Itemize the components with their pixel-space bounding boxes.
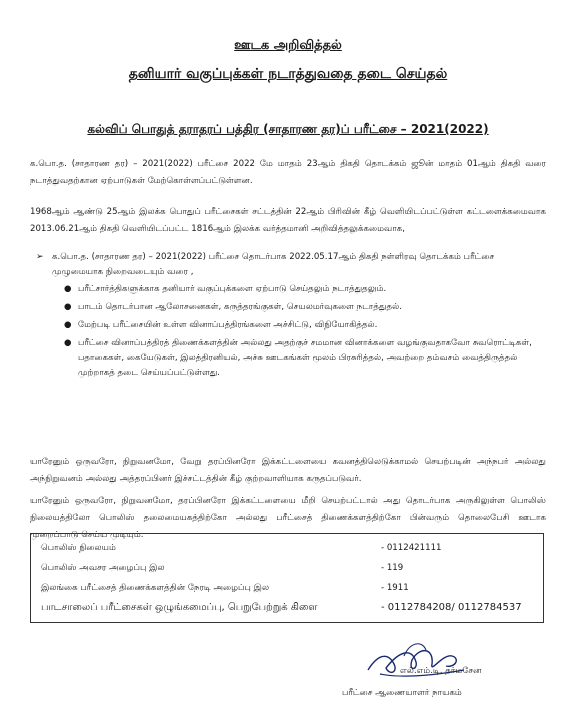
bullet-dot-icon: ● (64, 338, 72, 348)
offence-paragraph: யாரேனும் ஒருவரோ, நிறுவனமோ, வேறு தரப்பினரோ இக்கட்டளையை கவனத்திலெடுக்காமல் செயற்படின் அந்நபர் அல்லது அந்நிறுவனம் அல்லது அத்தரப்பினர் இச்சட்டத்தின் கீழ் குற்றவாளியாக கருதப்படுவர். (30, 457, 546, 484)
contact-number: - 0112784208/ 0112784537 (381, 602, 522, 613)
list-item-text: மேற்படி பரீட்சையின் உள்ள வினாப்பத்திரங்களை அச்சிட்டு, விநியோகித்தல். (78, 320, 378, 330)
list-item-text: பரீட்சை வினாப்பத்திரத் திணைக்களத்தின் அல்லது அதற்குச் சமமான வினாக்களை வழங்குவதாகவோ சுவரொட்டிகள், பதாகைகள், கையேடுகள், இலத்திரனியல், அச்சு ஊடகங்கள் மூலம் பிரசுரித்தல், அவற்றை தம்வசம் வைத்திருத்தல் முற்றாகத் தடை செய்யப்பட்டுள்ளது. (78, 338, 532, 378)
list-item (64, 282, 536, 297)
contact-label: பொலிஸ் அவசர அழைப்பு இல (41, 563, 165, 573)
contact-number: - 1911 (381, 583, 409, 593)
contact-row (41, 578, 533, 598)
list-item-text: பரீட்சார்த்திகளுக்காக தனியார் வகுப்புக்களை ஏற்பாடு செய்தலும் நடாத்துதலும். (78, 284, 387, 294)
list-item-text: பாடம் தொடர்பான ஆலோசனைகள், கருத்தரங்குகள், செயலமர்வுகளை நடாத்துதல். (78, 302, 402, 312)
complaint-paragraph: யாரேனும் ஒருவரோ, நிறுவனமோ, தரப்பினரோ இக்கட்டளையை மீறி செயற்பட்டால் அது தொடர்பாக அருகிலுள்ள பொலிஸ் நிலையத்திலோ பொலிஸ் தலைமையகத்திற்கோ அல்லது பரீட்சைத் திணைக்களத்திற்கோ பின்வரும் தொலைபேசி ஊடாக முறைப்பாடு செய்ய முடியும். (30, 496, 546, 540)
prohibition-intro: க.பொ.த. (சாதாரண தர) – 2021(2022) பரீட்சை தொடர்பாக 2022.05.17ஆம் திகதி நள்ளிரவு தொடக்கம் பரீட்சை முழுமையாக நிறைவடையும் வரை , (52, 252, 495, 277)
contact-label: பொலிஸ் நிலையம் (41, 543, 116, 553)
contact-table (30, 533, 544, 623)
exam-schedule-paragraph: க.பொ.த. (சாதாரண தர) – 2021(2022) பரீட்சை 2022 மே மாதம் 23ஆம் திகதி தொடக்கம் ஜூன் மாதம் 01ஆம் திகதி வரை நடாத்துவதற்கான ஏற்பாடுகள் மேற்கொள்ளப்பட்டுள்ளன. (30, 159, 546, 186)
prohibition-sub-list (36, 282, 536, 381)
contact-number: - 119 (381, 563, 404, 573)
contact-label: இலங்கை பரீட்சைத் திணைக்களத்தின் நேரடி அழைப்பு இல (41, 583, 270, 593)
contact-row (41, 538, 533, 558)
list-item (64, 318, 536, 333)
document-title: ஊடக அறிவித்தல் (234, 38, 342, 53)
bullet-dot-icon: ● (64, 320, 72, 330)
signatory-title: பரீட்சை ஆணையாளர் நாயகம் (342, 688, 462, 698)
prohibition-list (36, 250, 536, 384)
bullet-dot-icon: ● (64, 284, 72, 294)
arrow-bullet-icon: ➢ (36, 252, 44, 262)
exam-heading: கல்விப் பொதுத் தராதரப் பத்திர (சாதாரண தர)ப் பரீட்சை – 2021(2022) (87, 122, 489, 136)
list-item (64, 336, 536, 381)
signatory-name: எல்.எம்.டி. தர்மசேன (400, 666, 482, 676)
legal-reference-paragraph: 1968ஆம் ஆண்டு 25ஆம் இலக்க பொதுப் பரீட்சைகள் சட்டத்தின் 22ஆம் பிரிவின் கீழ் வெளியிடப்பட்டுள்ள கட்டளைக்கமைவாக 2013.06.21ஆம் திகதி வெளியிடப்பட்ட 1816ஆம் இலக்க வர்த்தமானி அறிவித்தலுக்கமைவாக, (30, 207, 546, 234)
bullet-dot-icon: ● (64, 302, 72, 312)
contact-row (41, 558, 533, 578)
list-item (64, 300, 536, 315)
contact-row (41, 598, 533, 618)
contact-label: பாடசாலைப் பரீட்சைகள் ஒழுங்கமைப்பு, பெறுபேற்றுக் கிளை (41, 602, 318, 613)
document-subtitle: தனியார் வகுப்புக்கள் நடாத்துவதை தடை செய்தல் (128, 66, 448, 82)
contact-number: - 0112421111 (381, 543, 442, 553)
